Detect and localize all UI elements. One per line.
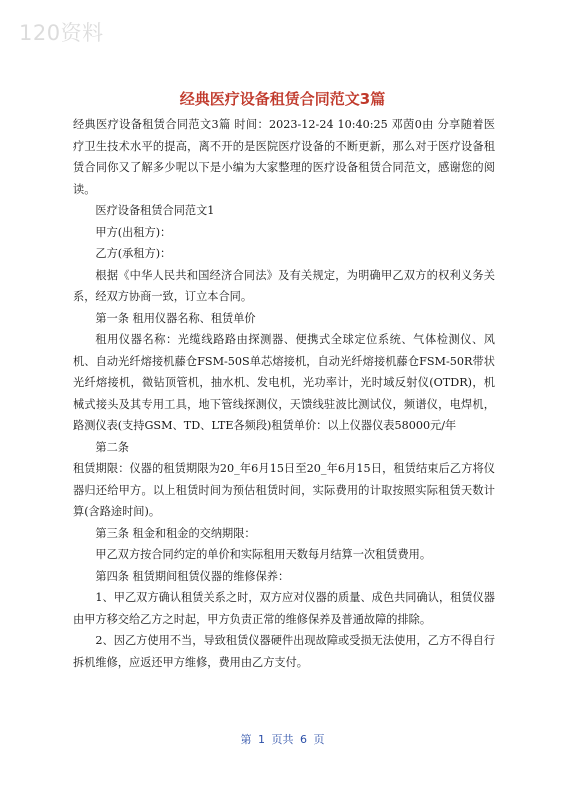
intro-paragraph: 经典医疗设备租赁合同范文3篇 时间：2023-12-24 10:40:25 邓茵0由 分享随着医疗卫生技术水平的提高，离不开的是医院医疗设备的不断更新，那么对于医疗设备租赁合同你又了解多少呢以下是小编为大家整理的医疗设备租赁合同范文，感谢您的阅读。 bbox=[73, 118, 495, 196]
article-2-heading: 第二条 bbox=[95, 440, 129, 454]
article-1-body: 租用仪器名称：光缆线路路由探测器、便携式全球定位系统、气体检测仪、风机、自动光纤熔接机藤仓FSM-50S单芯熔接机，自动光纤熔接机藤仓FSM-50R带状光纤熔接机，微钻顶管机，抽水机、发电机，光功率计，光时域反射仪(OTDR)，机械式接头及其专用工具，地下管线探测仪，天馈线驻波比测试仪，频谱仪，电焊机，路测仪表(支持GSM、TD、LTE各频段)租赁单价：以上仪器仪表58000元/年 bbox=[73, 333, 495, 432]
article-3-heading: 第三条 租金和租金的交纳期限： bbox=[95, 526, 256, 540]
page-number: 第 1 页共 6 页 bbox=[240, 733, 325, 746]
article-4-heading: 第四条 租赁期间租赁仪器的维修保养： bbox=[95, 569, 290, 583]
party-a-line: 甲方(出租方)： bbox=[95, 225, 172, 239]
section-heading: 医疗设备租赁合同范文1 bbox=[95, 204, 215, 217]
article-4-clause-2: 2、因乙方使用不当，导致租赁仪器硬件出现故障或受损无法使用，乙方不得自行拆机维修，应返还甲方维修，费用由乙方支付。 bbox=[73, 634, 495, 669]
document-body bbox=[73, 114, 495, 673]
party-b-line: 乙方(承租方)： bbox=[95, 247, 172, 260]
article-3-body: 甲乙双方按合同约定的单价和实际租用天数每月结算一次租赁费用。 bbox=[95, 548, 432, 561]
article-4-clause-1: 1、甲乙双方确认租赁关系之时，双方应对仪器的质量、成色共同确认，租赁仪器由甲方移交给乙方之时起，甲方负责正常的维修保养及普通故障的排除。 bbox=[73, 591, 495, 626]
preamble-paragraph: 根据《中华人民共和国经济合同法》及有关规定，为明确甲乙双方的权利义务关系，经双方协商一致，订立本合同。 bbox=[73, 268, 495, 303]
article-1-heading: 第一条 租用仪器名称、租赁单价 bbox=[95, 311, 256, 325]
article-2-body: 租赁期限：仪器的租赁期限为20_年6月15日至20_年6月15日，租赁结束后乙方将仪器归还给甲方。以上租赁时间为预估租赁时间，实际费用的计取按照实际租赁天数计算(含路途时间)。 bbox=[73, 462, 495, 518]
watermark: 120资料 bbox=[19, 21, 104, 45]
document-title: 经典医疗设备租赁合同范文3篇 bbox=[179, 90, 386, 108]
